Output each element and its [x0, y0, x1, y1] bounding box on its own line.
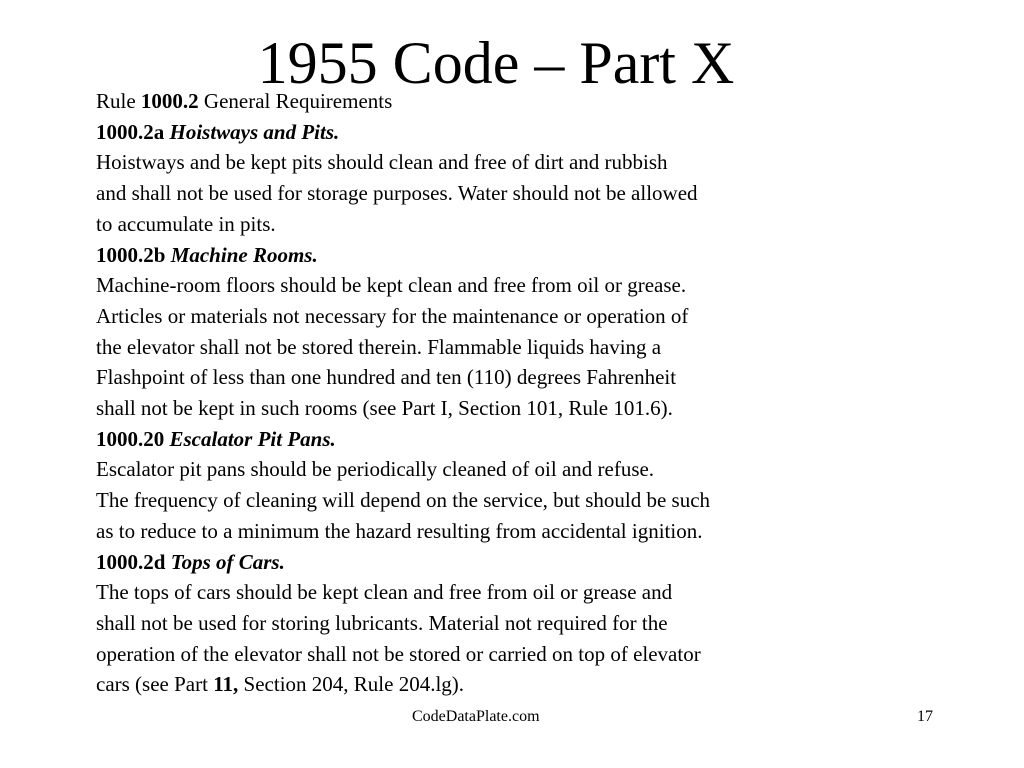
slide-number: 17	[917, 708, 933, 725]
section-number: 1000.2b	[96, 242, 166, 267]
slide-body	[96, 86, 896, 700]
body-line: operation of the elevator shall not be stored or carried on top of elevator	[96, 641, 701, 666]
rule-title: General Requirements	[198, 89, 393, 113]
body-text: cars (see Part	[96, 672, 214, 697]
body-line: as to reduce to a minimum the hazard resulting from accidental ignition.	[96, 518, 703, 543]
body-line: The tops of cars should be kept clean and free from oil or grease and	[96, 580, 673, 605]
rule-prefix: Rule	[96, 89, 141, 113]
body-line: the elevator shall not be stored therein. Flammable liquids having a	[96, 334, 662, 359]
rule-line	[96, 86, 896, 117]
body-line: to accumulate in pits.	[96, 211, 276, 236]
body-line: The frequency of cleaning will depend on the service, but should be such	[96, 488, 711, 513]
section-heading-1000-20	[96, 424, 896, 455]
body-text: Section 204, Rule 204.lg).	[238, 672, 465, 697]
section-number: 1000.2a	[96, 119, 165, 144]
section-number: 1000.20	[96, 426, 165, 451]
section-heading-1000-2d	[96, 547, 896, 578]
section-title: Hoistways and Pits.	[169, 119, 340, 144]
rule-number: 1000.2	[140, 89, 199, 113]
body-line: shall not be used for storing lubricants. Material not required for the	[96, 610, 668, 635]
footer-site: CodeDataPlate.com	[412, 708, 540, 725]
section-title: Tops of Cars.	[170, 549, 285, 574]
body-line: Hoistways and be kept pits should clean and free of dirt and rubbish	[96, 150, 668, 175]
body-line: and shall not be used for storage purposes. Water should not be allowed	[96, 181, 698, 206]
section-title: Machine Rooms.	[170, 242, 318, 267]
body-line: Articles or materials not necessary for the maintenance or operation of	[96, 303, 689, 328]
body-line	[96, 669, 896, 700]
body-line: Flashpoint of less than one hundred and ten (110) degrees Fahrenheit	[96, 365, 677, 390]
body-line: shall not be kept in such rooms (see Part I, Section 101, Rule 101.6).	[96, 396, 673, 421]
section-title: Escalator Pit Pans.	[169, 426, 336, 451]
section-number: 1000.2d	[96, 549, 166, 574]
body-line: Machine-room floors should be kept clean and free from oil or grease.	[96, 273, 687, 298]
section-heading-1000-2a	[96, 117, 896, 148]
slide-title: 1955 Code – Part X	[257, 30, 735, 96]
section-heading-1000-2b	[96, 240, 896, 271]
body-text-bold: 11,	[213, 672, 239, 697]
body-line: Escalator pit pans should be periodically cleaned of oil and refuse.	[96, 457, 655, 482]
